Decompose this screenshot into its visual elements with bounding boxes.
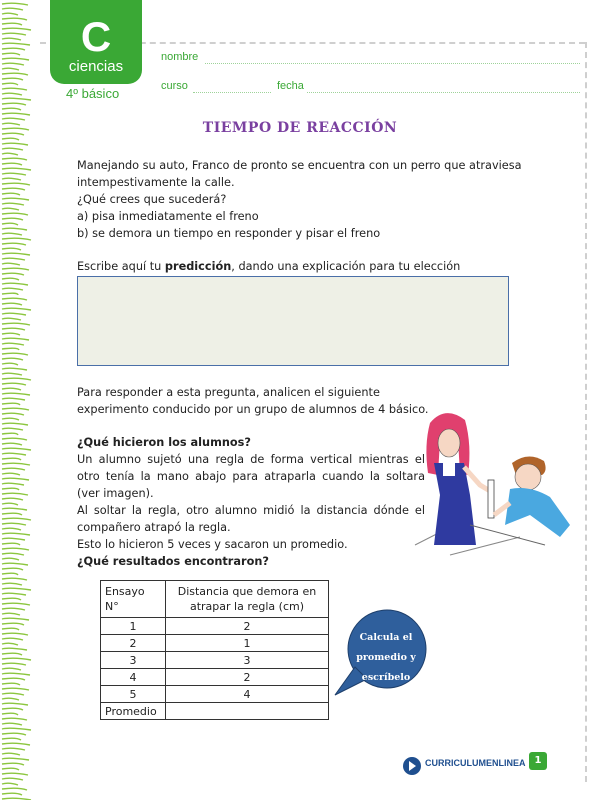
right-dashed-border: [585, 42, 587, 782]
distance-cell: 4: [166, 686, 329, 703]
trial-cell: 5: [101, 686, 166, 703]
table-header-row: [101, 581, 329, 618]
bubble-text: [350, 628, 422, 688]
bubble-line-3: escríbelo: [361, 672, 411, 683]
intro-line-1: Manejando su auto, Franco de pronto se encuentra con un perro que atraviesa: [77, 159, 522, 172]
course-label: curso: [161, 80, 188, 92]
logo-letter: C: [80, 13, 112, 60]
prediction-prefix: Escribe aquí tu: [77, 260, 165, 273]
table-row: [101, 635, 329, 652]
worksheet-title: TIEMPO DE REACCIÓN: [202, 120, 398, 136]
results-heading: [77, 553, 269, 570]
table-row: [101, 618, 329, 635]
boy-shirt: [505, 488, 570, 537]
experiment-line-1: Para responder a esta pregunta, analicen el siguiente: [77, 386, 380, 399]
page-number: 1: [529, 752, 547, 770]
average-label: Promedio: [101, 703, 166, 720]
date-field[interactable]: [307, 92, 580, 93]
header-distance: Distancia que demora en atrapar la regla (cm): [166, 581, 329, 618]
brand-name: CURRICULUMENLINEA: [425, 758, 526, 768]
table-row: [101, 669, 329, 686]
name-label: nombre: [161, 51, 199, 63]
ruler: [488, 480, 494, 518]
prediction-suffix: , dando una explicación para tu elección: [231, 260, 461, 273]
date-label: fecha: [277, 80, 304, 92]
curriculum-logo-icon: [402, 756, 422, 776]
option-b: b) se demora un tiempo en responder y pisar el freno: [77, 227, 381, 240]
prediction-answer-box[interactable]: [77, 276, 509, 366]
trial-cell: 3: [101, 652, 166, 669]
trial-cell: 4: [101, 669, 166, 686]
students-ruller-illustration: [410, 405, 585, 560]
name-field[interactable]: [205, 63, 580, 64]
distance-cell: 1: [166, 635, 329, 652]
average-input-cell[interactable]: [166, 703, 329, 720]
average-row: [101, 703, 329, 720]
logo-subject: ciencias: [68, 58, 124, 75]
distance-cell: 2: [166, 669, 329, 686]
intro-line-2: intempestivamente la calle.: [77, 176, 235, 189]
prediction-instruction: [77, 258, 460, 275]
prediction-keyword: predicción: [164, 260, 232, 273]
what-did-heading: [77, 434, 251, 451]
experiment-line-2: experimento conducido por un grupo de alumnos de 4 básico.: [77, 403, 429, 416]
table-row: [101, 686, 329, 703]
grade-label: 4º básico: [66, 86, 120, 101]
distance-cell: 3: [166, 652, 329, 669]
distance-cell: 2: [166, 618, 329, 635]
what-did-heading-text: ¿Qué hicieron los alumnos?: [77, 436, 251, 449]
what-did-paragraph-1: Un alumno sujetó una regla de forma vertical mientras el otro tenía la mano abajo para atraparla cuando la soltara (ver imagen).: [77, 453, 425, 500]
what-did-paragraph-2: Al soltar la regla, otro alumno midió la distancia dónde el compañero atrapó la regla.: [77, 504, 425, 534]
subject-logo: [50, 0, 142, 84]
option-a: a) pisa inmediatamente el freno: [77, 210, 259, 223]
header-trial: Ensayo N°: [101, 581, 166, 618]
what-did-paragraph-3: Esto lo hicieron 5 veces y sacaron un promedio.: [77, 538, 348, 551]
results-table: [100, 580, 329, 720]
table-row: [101, 652, 329, 669]
trial-cell: 1: [101, 618, 166, 635]
results-heading-text: ¿Qué resultados encontraron?: [77, 555, 269, 568]
bubble-line-1: Calcula el: [359, 632, 413, 643]
course-field[interactable]: [193, 92, 271, 93]
bubble-line-2: promedio y: [356, 652, 416, 663]
trial-cell: 2: [101, 635, 166, 652]
intro-question: ¿Qué crees que sucederá?: [77, 193, 227, 206]
